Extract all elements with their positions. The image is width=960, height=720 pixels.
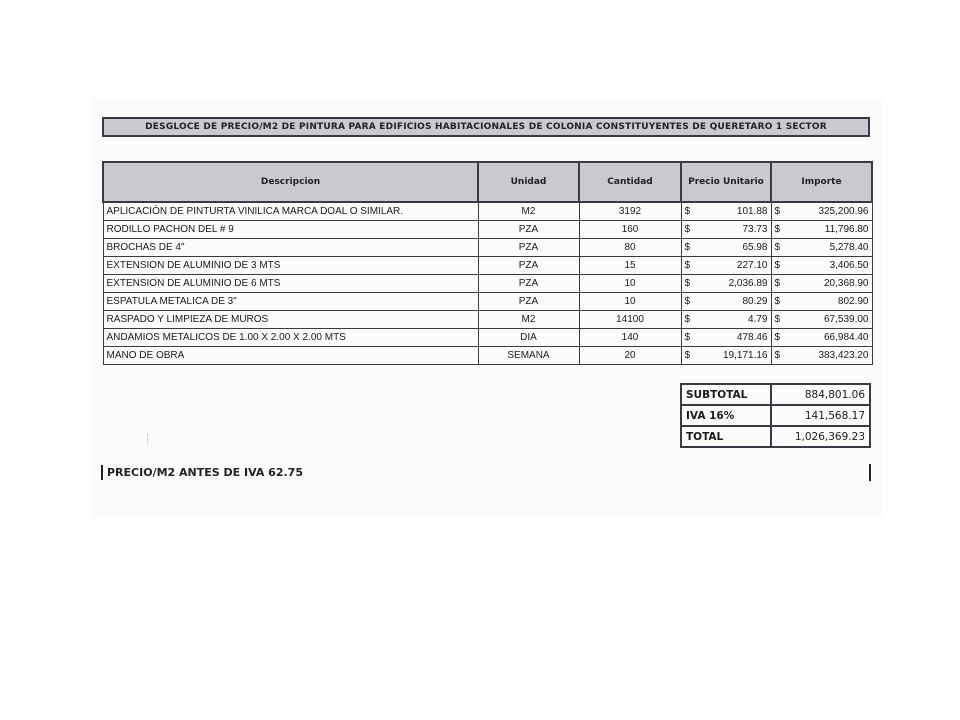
total-value: 1,026,369.23 [771, 426, 870, 447]
cell-precio-unitario [681, 329, 771, 347]
cell-cantidad: 15 [579, 257, 681, 275]
cell-descripcion: RASPADO Y LIMPIEZA DE MUROS [103, 311, 478, 329]
table-row [103, 221, 872, 239]
cell-importe [771, 311, 872, 329]
importe-value: 802.90 [837, 296, 869, 307]
column-header-descripcion: Descripcion [103, 162, 478, 202]
currency-symbol: $ [774, 278, 781, 289]
cell-importe [771, 239, 872, 257]
cell-cantidad: 3192 [579, 202, 681, 221]
precio-unitario-value: 4.79 [748, 314, 768, 325]
subtotal-value: 884,801.06 [771, 384, 870, 405]
currency-symbol: $ [684, 260, 691, 271]
cell-descripcion: BROCHAS DE 4" [103, 239, 478, 257]
column-header-importe: Importe [771, 162, 872, 202]
iva-label: IVA 16% [681, 405, 771, 426]
cell-unidad: PZA [478, 257, 579, 275]
currency-symbol: $ [774, 314, 781, 325]
cell-precio-unitario [681, 257, 771, 275]
cell-precio-unitario [681, 221, 771, 239]
importe-value: 325,200.96 [818, 206, 869, 217]
cell-cantidad: 10 [579, 275, 681, 293]
precio-unitario-value: 65.98 [742, 242, 768, 253]
currency-symbol: $ [684, 314, 691, 325]
currency-symbol: $ [774, 332, 781, 343]
cell-precio-unitario [681, 239, 771, 257]
subtotal-label: SUBTOTAL [681, 384, 771, 405]
cell-descripcion: EXTENSION DE ALUMINIO DE 3 MTS [103, 257, 478, 275]
cell-precio-unitario [681, 202, 771, 221]
cell-precio-unitario [681, 275, 771, 293]
cell-descripcion: APLICACIÓN DE PINTURTA VINILICA MARCA DOAL O SIMILAR. [103, 202, 478, 221]
cell-unidad: M2 [478, 202, 579, 221]
table-row [103, 202, 872, 221]
importe-value: 20,368.90 [824, 278, 869, 289]
currency-symbol: $ [774, 224, 781, 235]
price-per-m2-note: PRECIO/M2 ANTES DE IVA 62.75 [101, 465, 303, 480]
cell-cantidad: 160 [579, 221, 681, 239]
column-header-precio-unitario: Precio Unitario [681, 162, 771, 202]
totals-table [680, 383, 871, 448]
column-header-cantidad: Cantidad [579, 162, 681, 202]
currency-symbol: $ [774, 260, 781, 271]
cell-descripcion: MANO DE OBRA [103, 347, 478, 365]
cell-descripcion: EXTENSION DE ALUMINIO DE 6 MTS [103, 275, 478, 293]
cell-precio-unitario [681, 347, 771, 365]
cell-precio-unitario [681, 293, 771, 311]
cell-cantidad: 14100 [579, 311, 681, 329]
importe-value: 67,539.00 [824, 314, 869, 325]
precio-unitario-value: 101.88 [736, 206, 768, 217]
importe-value: 383,423.20 [818, 350, 869, 361]
cell-importe [771, 275, 872, 293]
total-row [681, 426, 870, 447]
precio-unitario-value: 73.73 [742, 224, 768, 235]
precio-unitario-value: 227.10 [736, 260, 768, 271]
scan-artifact [147, 434, 150, 444]
cell-descripcion: ESPATULA METALICA DE 3" [103, 293, 478, 311]
iva-row [681, 405, 870, 426]
cell-unidad: M2 [478, 311, 579, 329]
precio-unitario-value: 80.29 [742, 296, 768, 307]
table-row [103, 329, 872, 347]
cell-importe [771, 293, 872, 311]
cell-importe [771, 347, 872, 365]
currency-symbol: $ [774, 350, 781, 361]
price-breakdown-table [102, 161, 873, 365]
currency-symbol: $ [684, 350, 691, 361]
cell-unidad: DIA [478, 329, 579, 347]
document-title-text: DESGLOCE DE PRECIO/M2 DE PINTURA PARA EDIFICIOS HABITACIONALES DE COLONIA CONSTITUYENTES DE QUERETARO 1 SECTOR [145, 122, 827, 132]
table-row [103, 275, 872, 293]
importe-value: 5,278.40 [829, 242, 869, 253]
cell-unidad: PZA [478, 239, 579, 257]
iva-value: 141,568.17 [771, 405, 870, 426]
cell-importe [771, 221, 872, 239]
cell-cantidad: 80 [579, 239, 681, 257]
importe-value: 3,406.50 [829, 260, 869, 271]
currency-symbol: $ [684, 224, 691, 235]
cell-cantidad: 10 [579, 293, 681, 311]
cell-cantidad: 140 [579, 329, 681, 347]
column-header-unidad: Unidad [478, 162, 579, 202]
importe-value: 66,984.40 [824, 332, 869, 343]
cell-unidad: PZA [478, 275, 579, 293]
precio-unitario-value: 2,036.89 [728, 278, 768, 289]
cell-importe [771, 202, 872, 221]
currency-symbol: $ [684, 278, 691, 289]
importe-value: 11,796.80 [824, 224, 869, 235]
cell-descripcion: RODILLO PACHON DEL # 9 [103, 221, 478, 239]
table-row [103, 311, 872, 329]
document-title [102, 117, 870, 137]
table-header-row [103, 162, 872, 202]
cell-precio-unitario [681, 311, 771, 329]
subtotal-row [681, 384, 870, 405]
cell-unidad: SEMANA [478, 347, 579, 365]
table-row [103, 293, 872, 311]
currency-symbol: $ [774, 296, 781, 307]
cell-importe [771, 329, 872, 347]
margin-mark [869, 464, 871, 481]
currency-symbol: $ [684, 206, 691, 217]
table-row [103, 257, 872, 275]
total-label: TOTAL [681, 426, 771, 447]
precio-unitario-value: 19,171.16 [723, 350, 768, 361]
table-row [103, 347, 872, 365]
cell-descripcion: ANDAMIOS METALICOS DE 1.00 X 2.00 X 2.00 MTS [103, 329, 478, 347]
currency-symbol: $ [684, 242, 691, 253]
currency-symbol: $ [774, 206, 781, 217]
precio-unitario-value: 478.46 [736, 332, 768, 343]
table-row [103, 239, 872, 257]
currency-symbol: $ [684, 332, 691, 343]
cell-unidad: PZA [478, 221, 579, 239]
cell-importe [771, 257, 872, 275]
currency-symbol: $ [684, 296, 691, 307]
cell-unidad: PZA [478, 293, 579, 311]
currency-symbol: $ [774, 242, 781, 253]
cell-cantidad: 20 [579, 347, 681, 365]
